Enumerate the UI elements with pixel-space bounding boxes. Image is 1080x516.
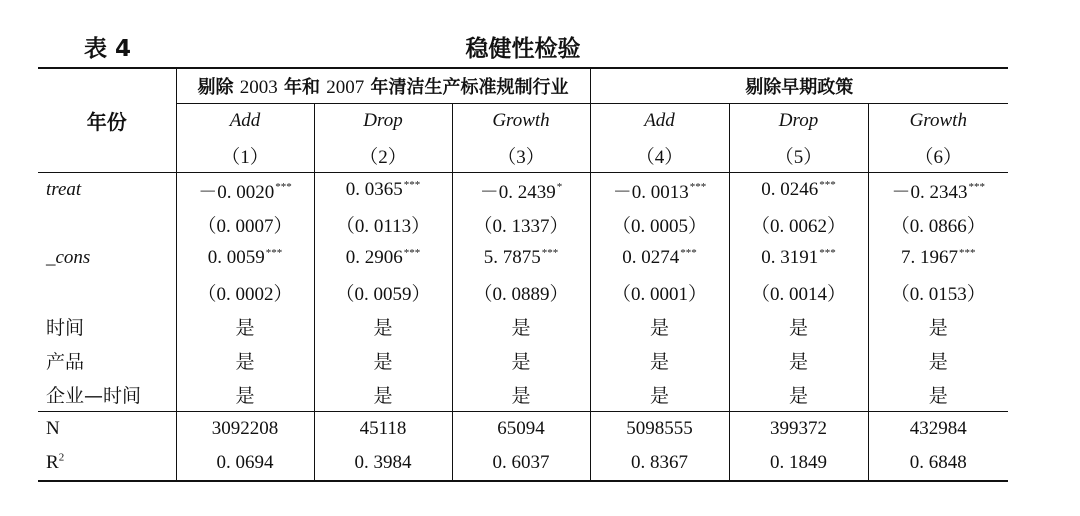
n-cell: 399372 (729, 412, 868, 447)
empty-label-cell (38, 207, 176, 241)
se-cell: （0. 0866） (868, 207, 1008, 241)
n-row (38, 412, 1008, 447)
n-cell: 3092208 (176, 412, 314, 447)
fe-cell: 是 (590, 377, 729, 412)
cons-se-row (38, 275, 1008, 309)
fe-cell: 是 (176, 343, 314, 377)
se-cell: （0. 0153） (868, 275, 1008, 309)
se-cell: （0. 0062） (729, 207, 868, 241)
n-cell: 65094 (452, 412, 590, 447)
r2-cell: 0. 6848 (868, 446, 1008, 481)
se-cell: （0. 0007） (176, 207, 314, 241)
coef-cell: 0. 0274*** (590, 241, 729, 275)
fe-cell: 是 (729, 309, 868, 343)
column-number: （2） (314, 138, 452, 173)
se-cell: （0. 0001） (590, 275, 729, 309)
row-label-time-fe: 时间 (46, 316, 85, 339)
r2-cell: 0. 1849 (729, 446, 868, 481)
n-cell: 432984 (868, 412, 1008, 447)
row-label-treat: treat (46, 179, 82, 200)
coef-cell: 5. 7875*** (452, 241, 590, 275)
column-number: （5） (729, 138, 868, 173)
coef-cell: －0. 2439* (452, 173, 590, 208)
fe-cell: 是 (452, 377, 590, 412)
column-number: （4） (590, 138, 729, 173)
fe-cell: 是 (314, 343, 452, 377)
table-caption (38, 30, 1008, 64)
se-cell: （0. 0059） (314, 275, 452, 309)
coef-cell: 0. 0365*** (314, 173, 452, 208)
row-label-cons: _cons (46, 247, 91, 268)
se-cell: （0. 0014） (729, 275, 868, 309)
r2-cell: 0. 6037 (452, 446, 590, 481)
year-header: 年份 (86, 110, 127, 134)
se-cell: （0. 0889） (452, 275, 590, 309)
fe-cell: 是 (729, 377, 868, 412)
fe-cell: 是 (868, 377, 1008, 412)
r2-cell: 0. 0694 (176, 446, 314, 481)
treat-se-row (38, 207, 1008, 241)
fe-time-row (38, 309, 1008, 343)
header-group-row (38, 68, 1008, 104)
n-cell: 45118 (314, 412, 452, 447)
coef-cell: 0. 0059*** (176, 241, 314, 275)
fe-cell: 是 (590, 309, 729, 343)
table-title: 稳健性检验 (465, 36, 581, 62)
row-label-firm-time-fe: 企业—时间 (46, 384, 142, 407)
se-cell: （0. 0002） (176, 275, 314, 309)
fe-cell: 是 (314, 377, 452, 412)
column-number: （6） (868, 138, 1008, 173)
fe-cell: 是 (452, 309, 590, 343)
column-number: （3） (452, 138, 590, 173)
fe-cell: 是 (176, 377, 314, 412)
column-name: Add (590, 104, 729, 139)
fe-firm-time-row (38, 377, 1008, 412)
coef-cell: －0. 0020*** (176, 173, 314, 208)
group-header-2: 剔除早期政策 (590, 68, 1008, 104)
se-cell: （0. 0005） (590, 207, 729, 241)
column-name-row (38, 104, 1008, 139)
row-label-product-fe: 产品 (46, 350, 85, 373)
r2-cell: 0. 3984 (314, 446, 452, 481)
coef-cell: 7. 1967*** (868, 241, 1008, 275)
fe-cell: 是 (868, 343, 1008, 377)
r2-cell: 0. 8367 (590, 446, 729, 481)
fe-cell: 是 (176, 309, 314, 343)
coef-cell: 0. 2906*** (314, 241, 452, 275)
empty-label-cell (38, 275, 176, 309)
fe-cell: 是 (452, 343, 590, 377)
table-label: 表 4 (84, 36, 132, 62)
column-name: Growth (868, 104, 1008, 139)
fe-product-row (38, 343, 1008, 377)
coef-cell: －0. 0013*** (590, 173, 729, 208)
row-label-n: N (46, 418, 60, 439)
column-name: Growth (452, 104, 590, 139)
column-number-row (38, 138, 1008, 173)
column-name: Drop (729, 104, 868, 139)
column-name: Drop (314, 104, 452, 139)
coef-cell: 0. 0246*** (729, 173, 868, 208)
group-header-1: 剔除 2003 年和 2007 年清洁生产标准规制行业 (176, 68, 590, 104)
se-cell: （0. 1337） (452, 207, 590, 241)
n-cell: 5098555 (590, 412, 729, 447)
coef-cell: －0. 2343*** (868, 173, 1008, 208)
robustness-table (38, 67, 1008, 482)
se-cell: （0. 0113） (314, 207, 452, 241)
fe-cell: 是 (590, 343, 729, 377)
column-number: （1） (176, 138, 314, 173)
row-label-r2: $R^2$ (46, 451, 65, 473)
fe-cell: 是 (729, 343, 868, 377)
fe-cell: 是 (314, 309, 452, 343)
coef-cell: 0. 3191*** (729, 241, 868, 275)
cons-coef-row (38, 241, 1008, 275)
column-name: Add (176, 104, 314, 139)
r2-row (38, 446, 1008, 481)
treat-coef-row (38, 173, 1008, 208)
fe-cell: 是 (868, 309, 1008, 343)
